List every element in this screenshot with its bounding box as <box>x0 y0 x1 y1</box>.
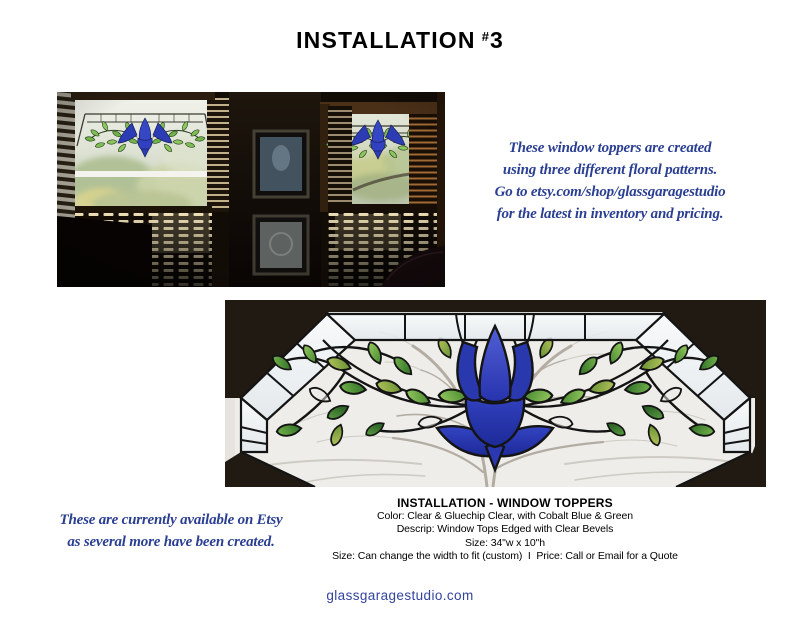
product-info-heading: INSTALLATION - WINDOW TOPPERS <box>397 496 613 510</box>
page-title <box>0 27 800 54</box>
availability-note-line: as several more have been created. <box>67 534 275 550</box>
intro-note <box>490 137 730 225</box>
intro-note-line: using three different floral patterns. <box>502 162 718 178</box>
title-number: 3 <box>489 27 504 53</box>
availability-note-line: These are currently available on Etsy <box>59 512 283 528</box>
website-footer <box>0 588 800 603</box>
product-info-line-descrip: Descrip: Window Tops Edged with Clear Bevels <box>396 523 614 536</box>
product-info-line-custom-price: Size: Can change the width to fit (custom) I Price: Call or Email for a Quote <box>332 549 678 562</box>
closeup-photo-illustration <box>225 300 766 487</box>
installation-photo <box>57 92 445 287</box>
product-info-line-color: Color: Clear & Gluechip Clear, with Cobalt Blue & Green <box>377 510 633 522</box>
product-info-line-size: Size: 34"w x 10"h <box>465 536 545 549</box>
title-hash: # <box>481 29 489 44</box>
availability-note <box>58 509 284 553</box>
product-info <box>330 496 680 563</box>
website-text: glassgaragestudio.com <box>326 588 474 603</box>
intro-note-line: for the latest in inventory and pricing. <box>496 206 724 222</box>
closeup-photo <box>225 300 766 487</box>
installation-photo-illustration <box>57 92 445 287</box>
intro-note-line: Go to etsy.com/shop/glassgaragestudio <box>494 184 726 200</box>
title-text: INSTALLATION <box>296 27 476 53</box>
intro-note-line: These window toppers are created <box>508 140 712 156</box>
